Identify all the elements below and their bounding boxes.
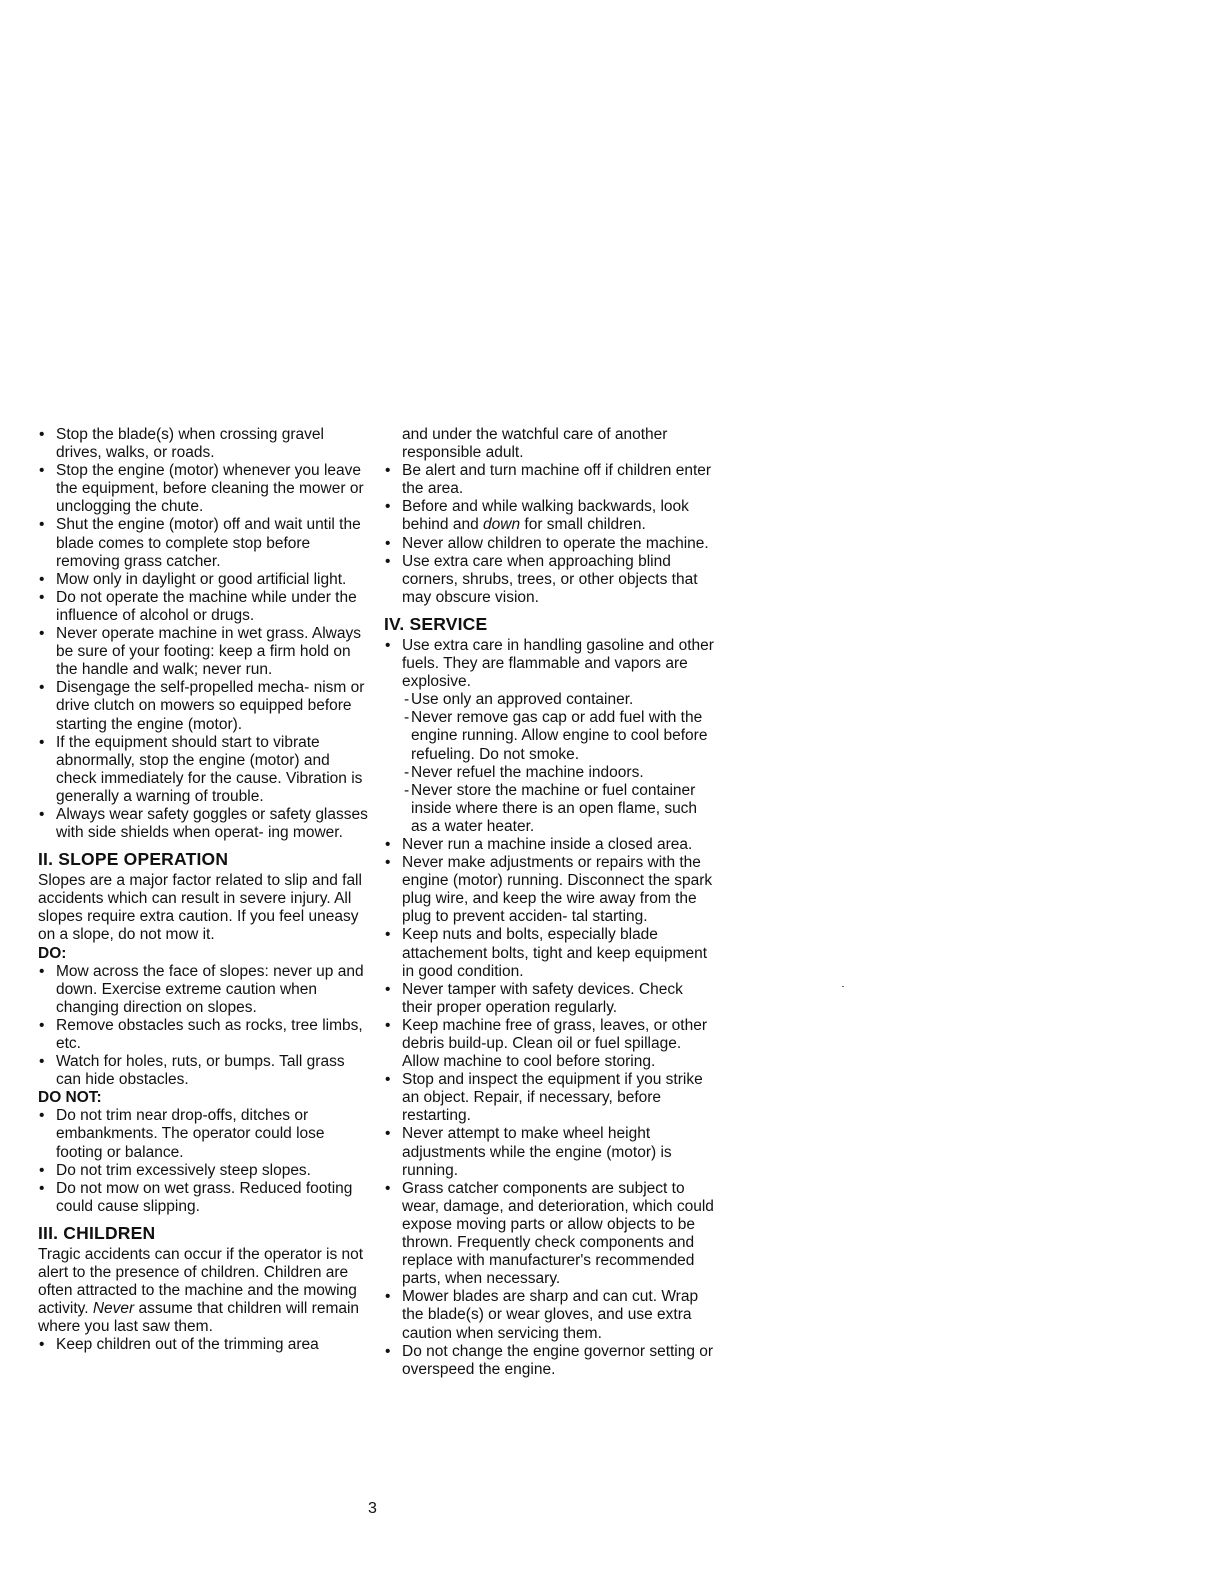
list-item: • Never operate machine in wet grass. Always be sure of your footing: keep a firm hold on the handle and walk; never run. [38, 625, 373, 679]
list-item: • Never allow children to operate the machine. [384, 535, 714, 553]
list-item: • Disengage the self-propelled mecha- nism or drive clutch on mowers so equipped before starting the engine (motor). [38, 679, 373, 733]
list-item [384, 498, 714, 534]
list-item: • Shut the engine (motor) off and wait until the blade comes to complete stop before removing grass catcher. [38, 516, 373, 570]
list-item: • Remove obstacles such as rocks, tree limbs, etc. [38, 1017, 373, 1053]
do-not-list [38, 1107, 373, 1216]
scan-speck [842, 986, 844, 987]
sub-list-item: - Never remove gas cap or add fuel with the engine running. Allow engine to cool before refueling. Do not smoke. [384, 709, 714, 763]
children-intro-text-end: assume that children will remain where you last saw them. [38, 1300, 360, 1336]
list-item: • Mower blades are sharp and can cut. Wrap the blade(s) or wear gloves, and use extra caution when servicing them. [384, 1288, 714, 1342]
list-item: • Do not trim excessively steep slopes. [38, 1162, 373, 1180]
intro-bullet-list [38, 426, 373, 842]
list-item-emphasis: down [483, 516, 521, 534]
list-item: • If the equipment should start to vibrate abnormally, stop the engine (motor) and check immediately for the cause. Vibration is generally a warning of trouble. [38, 734, 373, 806]
service-list [384, 836, 714, 1379]
list-item: • Stop the blade(s) when crossing gravel drives, walks, or roads. [38, 426, 373, 462]
children-intro-text: Tragic accidents can occur if the operator is not alert to the presence of children. Children are often attracted to the machine and the mowing activity. [38, 1245, 364, 1318]
list-item: • Never tamper with safety devices. Check their proper operation regularly. [384, 981, 714, 1017]
list-item: • Keep machine free of grass, leaves, or other debris build-up. Clean oil or fuel spillage. Allow machine to cool before storing. [384, 1017, 714, 1071]
list-item: • Stop the engine (motor) whenever you leave the equipment, before cleaning the mower or unclogging the chute. [38, 462, 373, 516]
continued-text: and under the watchful care of another responsible adult. [402, 426, 668, 462]
list-item: • Never make adjustments or repairs with the engine (motor) running. Disconnect the spark plug wire, and keep the wire away from the plug to prevent acciden- tal starting. [384, 854, 714, 926]
right-column [384, 426, 714, 1379]
list-item: • Do not mow on wet grass. Reduced footing could cause slipping. [38, 1180, 373, 1216]
list-item: • Never run a machine inside a closed area. [384, 836, 714, 854]
list-item: • Always wear safety goggles or safety glasses with side shields when operat- ing mower. [38, 806, 373, 842]
left-column [38, 426, 373, 1355]
list-item: • Use extra care when approaching blind corners, shrubs, trees, or other objects that may obscure vision. [384, 553, 714, 607]
list-item: • Never attempt to make wheel height adjustments while the engine (motor) is running. [384, 1125, 714, 1179]
do-label: DO: [38, 944, 67, 962]
list-item: • Stop and inspect the equipment if you strike an object. Repair, if necessary, before restarting. [384, 1071, 714, 1125]
list-item: • Keep nuts and bolts, especially blade attachement bolts, tight and keep equipment in good condition. [384, 926, 714, 980]
list-item: • Do not change the engine governor setting or overspeed the engine. [384, 1343, 714, 1379]
list-item-text: Before and while walking backwards, look behind and [402, 498, 689, 534]
section-heading-slope-operation: II. SLOPE OPERATION [38, 849, 229, 870]
sub-list-item: - Never store the machine or fuel container inside where there is an open flame, such as a water heater. [384, 782, 714, 836]
list-item: • Mow across the face of slopes: never up and down. Exercise extreme caution when changing direction on slopes. [38, 963, 373, 1017]
do-not-label: DO NOT: [38, 1089, 102, 1107]
section-heading-children: III. CHILDREN [38, 1222, 156, 1243]
do-list [38, 963, 373, 1090]
sub-list-item: - Never refuel the machine indoors. [384, 764, 714, 782]
sub-list-item: - Use only an approved container. [384, 691, 714, 709]
slope-intro-paragraph: Slopes are a major factor related to slip and fall accidents which can result in severe injury. All slopes require extra caution. If you feel uneasy on a slope, do not mow it. [38, 872, 362, 944]
section-heading-service: IV. SERVICE [384, 613, 488, 634]
children-intro-emphasis: Never [92, 1300, 135, 1318]
list-item: • Use extra care in handling gasoline and other fuels. They are flammable and vapors are explosive. [384, 637, 714, 691]
list-item-text-end: for small children. [520, 516, 646, 534]
list-item: • Do not operate the machine while under the influence of alcohol or drugs. [38, 589, 373, 625]
list-item: • Grass catcher components are subject to wear, damage, and deterioration, which could expose moving parts or allow objects to be thrown. Frequently check components and replace with manufacturer's recommended parts, when necessary. [384, 1180, 714, 1289]
page-number: 3 [368, 1500, 377, 1517]
list-item: • Watch for holes, ruts, or bumps. Tall grass can hide obstacles. [38, 1053, 373, 1089]
list-item: • Be alert and turn machine off if children enter the area. [384, 462, 714, 498]
list-item: • Mow only in daylight or good artificial light. [38, 571, 373, 589]
list-item: • Do not trim near drop-offs, ditches or embankments. The operator could lose footing or balance. [38, 1107, 373, 1161]
children-intro-paragraph [38, 1246, 373, 1336]
gasoline-sub-list [384, 691, 714, 836]
list-item: • Keep children out of the trimming area [38, 1336, 373, 1354]
